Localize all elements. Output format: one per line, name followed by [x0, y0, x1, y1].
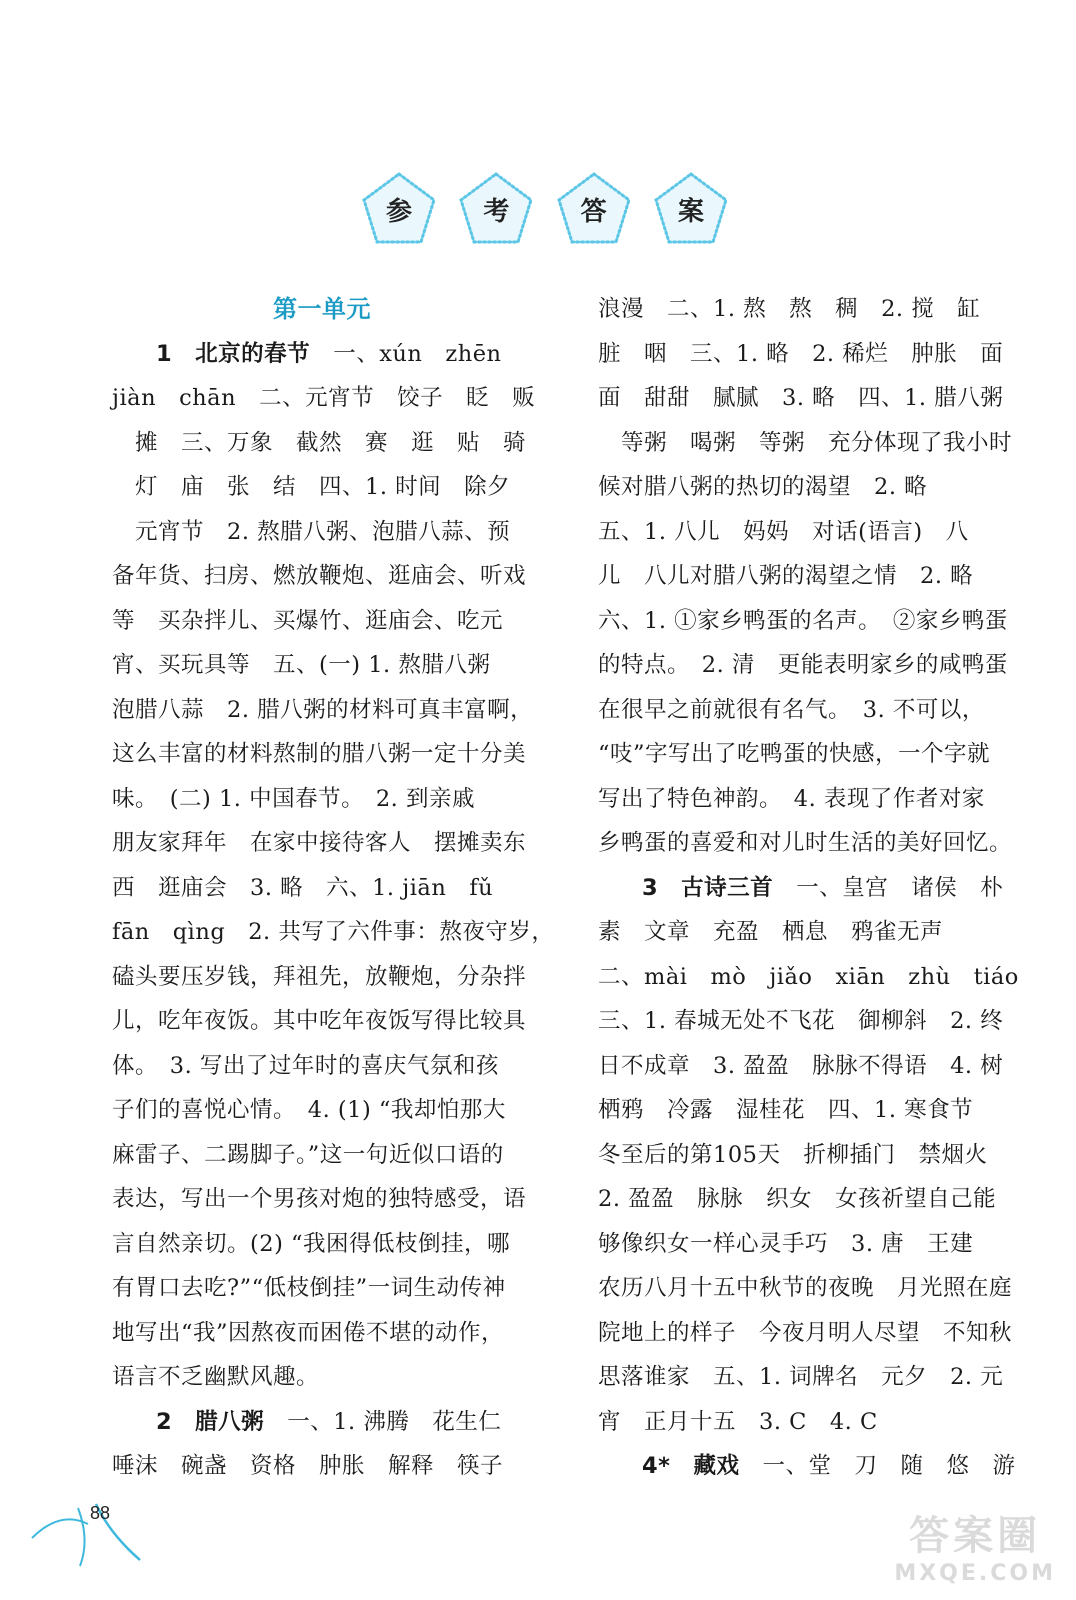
answer-text: 儿，吃年夜饭。其中吃年夜饭写得比较具: [112, 1008, 527, 1034]
answer-line: [112, 1266, 532, 1311]
page-number: 88: [90, 1503, 111, 1523]
answer-text: 唾沫 碗盏 资格 肿胀 解释 筷子: [112, 1453, 504, 1479]
answer-text: 栖鸦 冷露 湿桂花 四、1. 寒食节: [598, 1097, 974, 1123]
answer-line: [112, 643, 532, 688]
answer-line: [598, 1311, 1018, 1356]
answer-text: 语言不乏幽默风趣。: [112, 1364, 320, 1390]
answer-text: 二、mài mò jiǎo xiān zhù tiáo: [598, 963, 1019, 990]
answer-line: [598, 1355, 1018, 1400]
answer-line: [598, 1444, 1018, 1489]
answer-text: 的特点。 2. 清 更能表明家乡的咸鸭蛋: [598, 652, 1008, 678]
answer-text: 面 甜甜 腻腻 3. 略 四、1. 腊八粥: [598, 385, 1004, 411]
header-char-badge: [555, 170, 633, 248]
answer-line: [598, 1133, 1018, 1178]
answer-line: [112, 554, 532, 599]
answer-line: [598, 421, 1018, 466]
answer-line: [112, 510, 532, 555]
lesson-number: 1: [156, 340, 173, 367]
answer-text: 三、1. 春城无处不飞花 御柳斜 2. 终: [598, 1008, 1004, 1034]
answer-line: [112, 1222, 532, 1267]
answer-text: 西 逛庙会 3. 略 六、1. jiān fǔ: [112, 874, 494, 901]
answer-line: [598, 910, 1018, 955]
answer-line: [598, 599, 1018, 644]
answer-text: 麻雷子、二踢脚子。”这一句近似口语的: [112, 1141, 504, 1168]
answer-text: 一、堂 刀 随 悠 游: [762, 1453, 1016, 1479]
answer-text: 宵 正月十五 3. C 4. C: [598, 1408, 878, 1435]
header-char: 案: [677, 196, 704, 227]
header-char-badge: [360, 170, 438, 248]
answer-text: 等粥 喝粥 等粥 充分体现了我小时: [598, 429, 1013, 456]
answer-text: 脏 咽 三、1. 略 2. 稀烂 肿胀 面: [598, 340, 1004, 367]
answer-line: [112, 376, 536, 421]
right-column: [598, 287, 1018, 1489]
lesson-number: 2: [156, 1408, 173, 1435]
left-column: [112, 287, 555, 1489]
answer-text: 院地上的样子 今夜月明人尽望 不知秋: [598, 1319, 1013, 1346]
answer-line: [112, 1444, 532, 1489]
answer-text: 一、皇宫 诸侯 朴: [796, 874, 1004, 901]
answer-line: [598, 1222, 1018, 1267]
answer-text: 宵、买玩具等 五、(一) 1. 熬腊八粥: [112, 652, 491, 678]
answer-text: 地写出“我”因熬夜而困倦不堪的动作，: [112, 1319, 505, 1346]
answer-text: 磕头要压岁钱，拜祖先，放鞭炮，分杂拌: [112, 963, 527, 990]
answer-line: [598, 643, 1018, 688]
answer-text: 2. 盈盈 脉脉 织女 女孩祈望自己能: [598, 1186, 997, 1212]
answer-text: 乡鸭蛋的喜爱和对儿时生活的美好回忆。: [598, 830, 1013, 856]
right-answer-lines: [598, 287, 1018, 1489]
watermark-logo: [894, 1504, 1056, 1586]
answer-line: [598, 777, 1018, 822]
answer-text: 等 买杂拌儿、买爆竹、逛庙会、吃元: [112, 607, 504, 634]
answer-text: 候对腊八粥的热切的渴望 2. 略: [598, 474, 928, 500]
answer-text: 言自然亲切。(2) “我困得低枝倒挂，哪: [112, 1230, 511, 1257]
answer-text: 表达，写出一个男孩对炮的独特感受，语: [112, 1186, 527, 1212]
answer-line: [598, 821, 1018, 866]
answer-line: [112, 866, 532, 911]
lesson-title: 北京的春节: [195, 340, 311, 367]
answer-line: [112, 1355, 532, 1400]
answer-line: [112, 1133, 532, 1178]
answer-line: [112, 999, 532, 1044]
lesson-title: 腊八粥: [195, 1408, 265, 1435]
answer-line: [112, 732, 532, 777]
answer-line: [598, 955, 1018, 1000]
answer-text: 儿 八儿对腊八粥的渴望之情 2. 略: [598, 563, 974, 589]
answer-line: [598, 510, 1018, 555]
answer-text: 在很早之前就很有名气。 3. 不可以，: [598, 696, 985, 723]
answer-line: [598, 1088, 1018, 1133]
answer-text: 这么丰富的材料熬制的腊八粥一定十分美: [112, 741, 527, 767]
answer-line: [598, 866, 1018, 911]
answer-line: [598, 332, 1018, 377]
answer-line: [598, 1044, 1018, 1089]
answer-text: 素 文章 充盈 栖息 鸦雀无声: [598, 919, 944, 945]
lesson-title: 古诗三首: [681, 874, 774, 901]
answer-line: [598, 287, 1018, 332]
header-char-badge: [457, 170, 535, 248]
answer-text: 备年货、扫房、燃放鞭炮、逛庙会、听戏: [112, 563, 527, 589]
answer-text: 灯 庙 张 结 四、1. 时间 除夕: [112, 474, 511, 500]
answer-text: 元宵节 2. 熬腊八粥、泡腊八蒜、预: [112, 518, 511, 545]
answer-line: [598, 376, 1018, 421]
answer-line: [112, 777, 532, 822]
lesson-number: 4*: [642, 1453, 671, 1479]
answer-line: [112, 955, 532, 1000]
lesson-number: 3: [642, 874, 659, 901]
answer-line: [112, 599, 532, 644]
answer-line: [598, 1400, 1018, 1445]
answer-line: [598, 732, 1018, 777]
header-char: 考: [483, 196, 510, 227]
answer-text: 六、1. ①家乡鸭蛋的名声。 ②家乡鸭蛋: [598, 607, 1008, 634]
answer-text: 写出了特色神韵。 4. 表现了作者对家: [598, 785, 985, 812]
answer-text: 一、1. 沸腾 花生仁: [287, 1408, 502, 1435]
answer-text: 够像织女一样心灵手巧 3. 唐 王建: [598, 1230, 974, 1257]
answer-line: [112, 910, 555, 955]
header-char-badge: [652, 170, 730, 248]
unit-title: 第一单元: [273, 295, 371, 323]
answer-text: 五、1. 八儿 妈妈 对话(语言) 八: [598, 518, 969, 545]
answer-text: 一、xún zhēn: [333, 340, 502, 367]
answer-text: 泡腊八蒜 2. 腊八粥的材料可真丰富啊，: [112, 696, 534, 723]
header-char: 参: [385, 196, 412, 227]
answer-line: [112, 1177, 532, 1222]
answer-line: [112, 1400, 532, 1445]
watermark-bottom: MXQE.COM: [894, 1561, 1056, 1586]
answer-text: 摊 三、万象 截然 赛 逛 贴 骑: [112, 429, 527, 456]
answer-text: 朋友家拜年 在家中接待客人 摆摊卖东: [112, 830, 527, 856]
answer-key-header: [360, 170, 730, 260]
answer-text: jiàn chān 二、元宵节 饺子 眨 贩: [112, 385, 536, 411]
answer-text: 农历八月十五中秋节的夜晚 月光照在庭: [598, 1275, 1013, 1301]
left-answer-lines: [112, 332, 555, 1489]
answer-line: [112, 421, 532, 466]
header-char: 答: [580, 196, 607, 227]
answer-text: 冬至后的第105天 折柳插门 禁烟火: [598, 1141, 988, 1168]
answer-line: [598, 688, 1018, 733]
lesson-title: 藏戏: [693, 1453, 740, 1479]
answer-text: 有胃口去吃?”“低枝倒挂”一词生动传神: [112, 1275, 506, 1301]
answer-line: [112, 332, 532, 377]
answer-line: [598, 999, 1018, 1044]
answer-text: 日不成章 3. 盈盈 脉脉不得语 4. 树: [598, 1052, 1004, 1079]
watermark-top: 答案圈: [909, 1513, 1042, 1559]
answer-line: [112, 465, 532, 510]
answer-text: 体。 3. 写出了过年时的喜庆气氛和孩: [112, 1052, 499, 1079]
answer-line: [112, 1311, 532, 1356]
answer-line: [112, 688, 532, 733]
answer-text: fān qìng 2. 共写了六件事：熬夜守岁，: [112, 919, 555, 945]
answer-line: [112, 821, 532, 866]
answer-line: [598, 1266, 1018, 1311]
answer-text: “吱”字写出了吃鸭蛋的快感，一个字就: [598, 741, 991, 767]
answer-line: [598, 1177, 1018, 1222]
answer-text: 味。 (二) 1. 中国春节。 2. 到亲戚: [112, 785, 475, 812]
answer-line: [598, 554, 1018, 599]
answer-text: 思落谁家 五、1. 词牌名 元夕 2. 元: [598, 1364, 1004, 1390]
answer-line: [112, 1088, 532, 1133]
answer-text: 浪漫 二、1. 熬 熬 稠 2. 搅 缸: [598, 296, 981, 322]
answer-line: [598, 465, 1018, 510]
answer-line: [112, 1044, 532, 1089]
answer-text: 子们的喜悦心情。 4. (1) “我却怕那大: [112, 1097, 506, 1123]
